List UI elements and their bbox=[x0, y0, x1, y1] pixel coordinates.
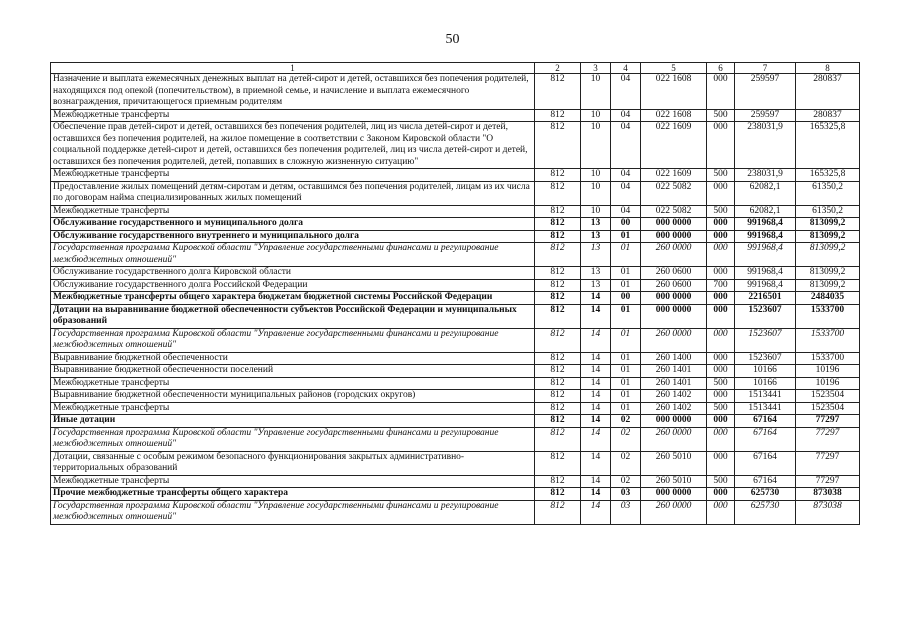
amount-year1-cell: 1513441 bbox=[735, 402, 796, 415]
row-name-cell: Межбюджетные трансферты bbox=[51, 475, 535, 488]
expense-type-cell: 000 bbox=[707, 390, 735, 403]
amount-year2-cell: 2484035 bbox=[796, 292, 860, 305]
section-cell: 14 bbox=[581, 352, 611, 365]
amount-year1-cell: 991968,4 bbox=[735, 230, 796, 243]
amount-year2-cell: 1523504 bbox=[796, 402, 860, 415]
target-article-cell: 022 5082 bbox=[641, 205, 707, 218]
ministry-code-cell: 812 bbox=[535, 230, 581, 243]
row-name-cell: Государственная программа Кировской области "Управление государственными финансами и регулирование межбюджетных отношений" bbox=[51, 243, 535, 267]
subsection-cell: 01 bbox=[611, 365, 641, 378]
amount-year2-cell: 10196 bbox=[796, 365, 860, 378]
subsection-cell: 02 bbox=[611, 451, 641, 475]
target-article-cell: 260 1402 bbox=[641, 390, 707, 403]
table-row bbox=[51, 500, 860, 524]
amount-year2-cell: 813099,2 bbox=[796, 267, 860, 280]
amount-year1-cell: 1513441 bbox=[735, 390, 796, 403]
expense-type-cell: 500 bbox=[707, 475, 735, 488]
subsection-cell: 01 bbox=[611, 390, 641, 403]
amount-year2-cell: 77297 bbox=[796, 451, 860, 475]
table-row bbox=[51, 488, 860, 501]
amount-year1-cell: 991968,4 bbox=[735, 243, 796, 267]
target-article-cell: 260 5010 bbox=[641, 451, 707, 475]
subsection-cell: 03 bbox=[611, 488, 641, 501]
expense-type-cell: 000 bbox=[707, 122, 735, 169]
expense-type-cell: 000 bbox=[707, 243, 735, 267]
amount-year1-cell: 2216501 bbox=[735, 292, 796, 305]
header-cell-col1: 1 bbox=[51, 63, 535, 74]
subsection-cell: 04 bbox=[611, 122, 641, 169]
target-article-cell: 000 0000 bbox=[641, 488, 707, 501]
ministry-code-cell: 812 bbox=[535, 169, 581, 182]
section-cell: 13 bbox=[581, 218, 611, 231]
header-cell-col5: 5 bbox=[641, 63, 707, 74]
ministry-code-cell: 812 bbox=[535, 267, 581, 280]
ministry-code-cell: 812 bbox=[535, 328, 581, 352]
row-name-cell: Прочие межбюджетные трансферты общего характера bbox=[51, 488, 535, 501]
expense-type-cell: 000 bbox=[707, 230, 735, 243]
amount-year2-cell: 77297 bbox=[796, 415, 860, 428]
target-article-cell: 260 0000 bbox=[641, 328, 707, 352]
target-article-cell: 260 1401 bbox=[641, 377, 707, 390]
section-cell: 14 bbox=[581, 377, 611, 390]
ministry-code-cell: 812 bbox=[535, 218, 581, 231]
section-cell: 14 bbox=[581, 365, 611, 378]
amount-year2-cell: 1523504 bbox=[796, 390, 860, 403]
table-row bbox=[51, 402, 860, 415]
amount-year1-cell: 67164 bbox=[735, 475, 796, 488]
target-article-cell: 260 1401 bbox=[641, 365, 707, 378]
table-row bbox=[51, 390, 860, 403]
amount-year1-cell: 62082,1 bbox=[735, 205, 796, 218]
section-cell: 13 bbox=[581, 279, 611, 292]
amount-year2-cell: 813099,2 bbox=[796, 218, 860, 231]
row-name-cell: Предоставление жилых помещений детям-сиротам и детям, оставшимся без попечения родителей, лицам из их числа по договорам найма специализированных жилых помещений bbox=[51, 181, 535, 205]
table-row bbox=[51, 475, 860, 488]
table-row bbox=[51, 279, 860, 292]
expense-type-cell: 500 bbox=[707, 109, 735, 122]
header-cell-col6: 6 bbox=[707, 63, 735, 74]
table-row bbox=[51, 292, 860, 305]
subsection-cell: 01 bbox=[611, 267, 641, 280]
ministry-code-cell: 812 bbox=[535, 109, 581, 122]
ministry-code-cell: 812 bbox=[535, 243, 581, 267]
table-row bbox=[51, 218, 860, 231]
amount-year1-cell: 1523607 bbox=[735, 328, 796, 352]
table-row bbox=[51, 74, 860, 110]
ministry-code-cell: 812 bbox=[535, 390, 581, 403]
expense-type-cell: 000 bbox=[707, 488, 735, 501]
amount-year2-cell: 1533700 bbox=[796, 328, 860, 352]
expense-type-cell: 000 bbox=[707, 365, 735, 378]
expense-type-cell: 000 bbox=[707, 415, 735, 428]
subsection-cell: 04 bbox=[611, 74, 641, 110]
subsection-cell: 00 bbox=[611, 292, 641, 305]
ministry-code-cell: 812 bbox=[535, 427, 581, 451]
amount-year1-cell: 625730 bbox=[735, 500, 796, 524]
ministry-code-cell: 812 bbox=[535, 122, 581, 169]
expense-type-cell: 000 bbox=[707, 218, 735, 231]
ministry-code-cell: 812 bbox=[535, 304, 581, 328]
section-cell: 14 bbox=[581, 488, 611, 501]
table-row bbox=[51, 427, 860, 451]
section-cell: 14 bbox=[581, 427, 611, 451]
amount-year1-cell: 67164 bbox=[735, 451, 796, 475]
amount-year2-cell: 61350,2 bbox=[796, 181, 860, 205]
target-article-cell: 260 0000 bbox=[641, 500, 707, 524]
row-name-cell: Государственная программа Кировской области "Управление государственными финансами и регулирование межбюджетных отношений" bbox=[51, 328, 535, 352]
ministry-code-cell: 812 bbox=[535, 415, 581, 428]
subsection-cell: 01 bbox=[611, 352, 641, 365]
subsection-cell: 01 bbox=[611, 328, 641, 352]
expense-type-cell: 000 bbox=[707, 500, 735, 524]
section-cell: 14 bbox=[581, 500, 611, 524]
expense-type-cell: 500 bbox=[707, 377, 735, 390]
row-name-cell: Межбюджетные трансферты bbox=[51, 169, 535, 182]
table-body bbox=[51, 63, 860, 525]
row-name-cell: Обслуживание государственного внутреннего и муниципального долга bbox=[51, 230, 535, 243]
row-name-cell: Дотации на выравнивание бюджетной обеспеченности субъектов Российской Федерации и муниципальных образований bbox=[51, 304, 535, 328]
amount-year1-cell: 1523607 bbox=[735, 352, 796, 365]
header-cell-col4: 4 bbox=[611, 63, 641, 74]
ministry-code-cell: 812 bbox=[535, 365, 581, 378]
amount-year1-cell: 238031,9 bbox=[735, 122, 796, 169]
target-article-cell: 260 0600 bbox=[641, 279, 707, 292]
expense-type-cell: 000 bbox=[707, 427, 735, 451]
ministry-code-cell: 812 bbox=[535, 451, 581, 475]
table-row bbox=[51, 304, 860, 328]
table-row bbox=[51, 169, 860, 182]
table-row bbox=[51, 451, 860, 475]
section-cell: 10 bbox=[581, 205, 611, 218]
expense-type-cell: 000 bbox=[707, 292, 735, 305]
subsection-cell: 02 bbox=[611, 415, 641, 428]
row-name-cell: Государственная программа Кировской области "Управление государственными финансами и регулирование межбюджетных отношений" bbox=[51, 500, 535, 524]
subsection-cell: 01 bbox=[611, 279, 641, 292]
amount-year1-cell: 991968,4 bbox=[735, 267, 796, 280]
amount-year2-cell: 1533700 bbox=[796, 304, 860, 328]
ministry-code-cell: 812 bbox=[535, 205, 581, 218]
expense-type-cell: 000 bbox=[707, 304, 735, 328]
table-row bbox=[51, 122, 860, 169]
expense-type-cell: 000 bbox=[707, 74, 735, 110]
ministry-code-cell: 812 bbox=[535, 74, 581, 110]
target-article-cell: 022 5082 bbox=[641, 181, 707, 205]
amount-year1-cell: 1523607 bbox=[735, 304, 796, 328]
subsection-cell: 01 bbox=[611, 377, 641, 390]
amount-year2-cell: 873038 bbox=[796, 500, 860, 524]
amount-year1-cell: 238031,9 bbox=[735, 169, 796, 182]
table-row bbox=[51, 328, 860, 352]
expense-type-cell: 000 bbox=[707, 352, 735, 365]
subsection-cell: 00 bbox=[611, 218, 641, 231]
target-article-cell: 260 0000 bbox=[641, 427, 707, 451]
subsection-cell: 04 bbox=[611, 205, 641, 218]
amount-year1-cell: 10166 bbox=[735, 377, 796, 390]
section-cell: 10 bbox=[581, 109, 611, 122]
row-name-cell: Межбюджетные трансферты общего характера бюджетам бюджетной системы Российской Федерации bbox=[51, 292, 535, 305]
subsection-cell: 01 bbox=[611, 230, 641, 243]
row-name-cell: Межбюджетные трансферты bbox=[51, 377, 535, 390]
amount-year1-cell: 991968,4 bbox=[735, 218, 796, 231]
table-row bbox=[51, 109, 860, 122]
expense-type-cell: 700 bbox=[707, 279, 735, 292]
amount-year2-cell: 10196 bbox=[796, 377, 860, 390]
target-article-cell: 022 1608 bbox=[641, 109, 707, 122]
target-article-cell: 260 1400 bbox=[641, 352, 707, 365]
amount-year2-cell: 280837 bbox=[796, 74, 860, 110]
target-article-cell: 000 0000 bbox=[641, 292, 707, 305]
section-cell: 13 bbox=[581, 243, 611, 267]
table-row bbox=[51, 181, 860, 205]
subsection-cell: 04 bbox=[611, 181, 641, 205]
target-article-cell: 022 1609 bbox=[641, 122, 707, 169]
header-cell-col7: 7 bbox=[735, 63, 796, 74]
row-name-cell: Дотации, связанные с особым режимом безопасного функционирования закрытых административно-территориальных образований bbox=[51, 451, 535, 475]
page-number: 50 bbox=[445, 32, 460, 47]
expense-type-cell: 000 bbox=[707, 451, 735, 475]
amount-year1-cell: 62082,1 bbox=[735, 181, 796, 205]
section-cell: 14 bbox=[581, 304, 611, 328]
expense-type-cell: 000 bbox=[707, 267, 735, 280]
target-article-cell: 022 1608 bbox=[641, 74, 707, 110]
amount-year1-cell: 625730 bbox=[735, 488, 796, 501]
target-article-cell: 000 0000 bbox=[641, 218, 707, 231]
amount-year2-cell: 61350,2 bbox=[796, 205, 860, 218]
amount-year2-cell: 813099,2 bbox=[796, 279, 860, 292]
table-row bbox=[51, 352, 860, 365]
row-name-cell: Межбюджетные трансферты bbox=[51, 402, 535, 415]
ministry-code-cell: 812 bbox=[535, 181, 581, 205]
amount-year2-cell: 1533700 bbox=[796, 352, 860, 365]
header-cell-col2: 2 bbox=[535, 63, 581, 74]
section-cell: 13 bbox=[581, 267, 611, 280]
subsection-cell: 01 bbox=[611, 243, 641, 267]
subsection-cell: 02 bbox=[611, 475, 641, 488]
target-article-cell: 260 0000 bbox=[641, 243, 707, 267]
table-row bbox=[51, 377, 860, 390]
amount-year1-cell: 67164 bbox=[735, 415, 796, 428]
expense-type-cell: 000 bbox=[707, 181, 735, 205]
section-cell: 14 bbox=[581, 451, 611, 475]
row-name-cell: Государственная программа Кировской области "Управление государственными финансами и регулирование межбюджетных отношений" bbox=[51, 427, 535, 451]
ministry-code-cell: 812 bbox=[535, 279, 581, 292]
section-cell: 14 bbox=[581, 390, 611, 403]
target-article-cell: 260 0600 bbox=[641, 267, 707, 280]
table-row bbox=[51, 267, 860, 280]
table-row bbox=[51, 415, 860, 428]
amount-year1-cell: 259597 bbox=[735, 74, 796, 110]
expense-type-cell: 000 bbox=[707, 328, 735, 352]
section-cell: 10 bbox=[581, 122, 611, 169]
target-article-cell: 000 0000 bbox=[641, 304, 707, 328]
expense-type-cell: 500 bbox=[707, 205, 735, 218]
row-name-cell: Выравнивание бюджетной обеспеченности муниципальных районов (городских округов) bbox=[51, 390, 535, 403]
section-cell: 10 bbox=[581, 74, 611, 110]
header-cell-col3: 3 bbox=[581, 63, 611, 74]
section-cell: 13 bbox=[581, 230, 611, 243]
section-cell: 10 bbox=[581, 169, 611, 182]
amount-year2-cell: 165325,8 bbox=[796, 122, 860, 169]
row-name-cell: Выравнивание бюджетной обеспеченности bbox=[51, 352, 535, 365]
row-name-cell: Обеспечение прав детей-сирот и детей, оставшихся без попечения родителей, лиц из числа детей-сирот и детей, оставшихся без попечения родителей, на жилое помещение в соответствии с Законом Кировской области "О социальной поддержке детей-сирот и детей, оставшихся без попечения родителей, лиц из числа детей-сирот и детей, оставшихся без попечения родителей, детей, попавших в сложную жизненную ситуацию" bbox=[51, 122, 535, 169]
amount-year1-cell: 67164 bbox=[735, 427, 796, 451]
row-name-cell: Назначение и выплата ежемесячных денежных выплат на детей-сирот и детей, оставшихся без попечения родителей, находящихся под опекой (попечительством), в приемной семье, и начисление и выплата ежемесячного вознаграждения, причитающегося приемным родителям bbox=[51, 74, 535, 110]
table-row bbox=[51, 205, 860, 218]
target-article-cell: 022 1609 bbox=[641, 169, 707, 182]
amount-year2-cell: 165325,8 bbox=[796, 169, 860, 182]
target-article-cell: 000 0000 bbox=[641, 415, 707, 428]
amount-year2-cell: 280837 bbox=[796, 109, 860, 122]
row-name-cell: Выравнивание бюджетной обеспеченности поселений bbox=[51, 365, 535, 378]
section-cell: 14 bbox=[581, 328, 611, 352]
amount-year2-cell: 873038 bbox=[796, 488, 860, 501]
row-name-cell: Иные дотации bbox=[51, 415, 535, 428]
table-row bbox=[51, 230, 860, 243]
amount-year1-cell: 991968,4 bbox=[735, 279, 796, 292]
target-article-cell: 000 0000 bbox=[641, 230, 707, 243]
section-cell: 14 bbox=[581, 475, 611, 488]
ministry-code-cell: 812 bbox=[535, 488, 581, 501]
ministry-code-cell: 812 bbox=[535, 475, 581, 488]
subsection-cell: 03 bbox=[611, 500, 641, 524]
target-article-cell: 260 5010 bbox=[641, 475, 707, 488]
amount-year1-cell: 10166 bbox=[735, 365, 796, 378]
subsection-cell: 04 bbox=[611, 109, 641, 122]
row-name-cell: Межбюджетные трансферты bbox=[51, 109, 535, 122]
header-cell-col8: 8 bbox=[796, 63, 860, 74]
ministry-code-cell: 812 bbox=[535, 377, 581, 390]
row-name-cell: Межбюджетные трансферты bbox=[51, 205, 535, 218]
expense-type-cell: 500 bbox=[707, 169, 735, 182]
amount-year2-cell: 813099,2 bbox=[796, 230, 860, 243]
table-row bbox=[51, 365, 860, 378]
row-name-cell: Обслуживание государственного и муниципального долга bbox=[51, 218, 535, 231]
amount-year2-cell: 77297 bbox=[796, 427, 860, 451]
ministry-code-cell: 812 bbox=[535, 292, 581, 305]
target-article-cell: 260 1402 bbox=[641, 402, 707, 415]
table-header-row bbox=[51, 63, 860, 74]
amount-year1-cell: 259597 bbox=[735, 109, 796, 122]
table-row bbox=[51, 243, 860, 267]
section-cell: 14 bbox=[581, 415, 611, 428]
expense-type-cell: 500 bbox=[707, 402, 735, 415]
budget-table bbox=[50, 62, 860, 525]
subsection-cell: 02 bbox=[611, 427, 641, 451]
ministry-code-cell: 812 bbox=[535, 402, 581, 415]
subsection-cell: 01 bbox=[611, 304, 641, 328]
amount-year2-cell: 813099,2 bbox=[796, 243, 860, 267]
ministry-code-cell: 812 bbox=[535, 500, 581, 524]
section-cell: 14 bbox=[581, 402, 611, 415]
subsection-cell: 01 bbox=[611, 402, 641, 415]
section-cell: 10 bbox=[581, 181, 611, 205]
row-name-cell: Обслуживание государственного долга Российской Федерации bbox=[51, 279, 535, 292]
subsection-cell: 04 bbox=[611, 169, 641, 182]
row-name-cell: Обслуживание государственного долга Кировской области bbox=[51, 267, 535, 280]
section-cell: 14 bbox=[581, 292, 611, 305]
amount-year2-cell: 77297 bbox=[796, 475, 860, 488]
ministry-code-cell: 812 bbox=[535, 352, 581, 365]
